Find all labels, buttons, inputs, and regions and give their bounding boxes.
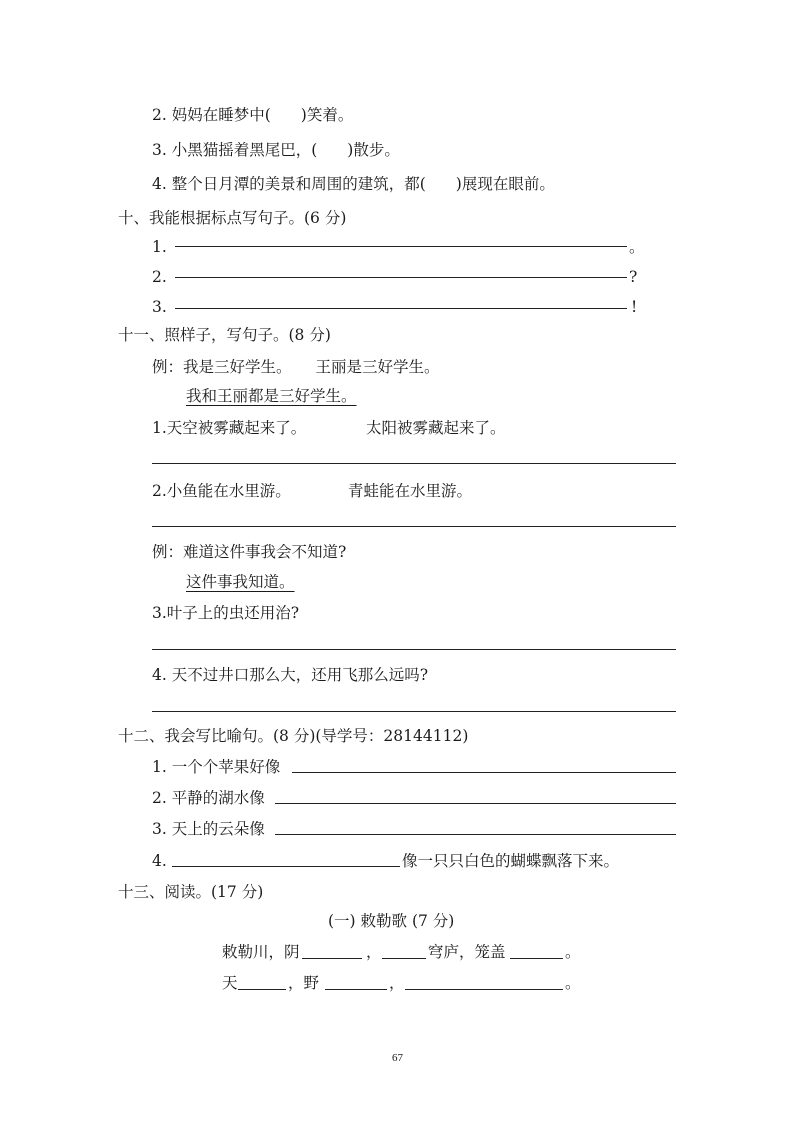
poem-line-2-blank-2[interactable]	[325, 989, 387, 990]
q12-item-3: 3. 天上的云朵像	[152, 820, 265, 838]
q12-item-1-line[interactable]	[292, 772, 676, 773]
q9-item-4-before: 4. 整个日月潭的美景和周围的建筑，都(	[152, 175, 426, 193]
q12-item-4-tail: 像一只只白色的蝴蝶飘落下来。	[402, 852, 620, 870]
poem-line-1-blank-2[interactable]	[382, 958, 426, 959]
q11-item-1-b: 太阳被雾藏起来了。	[366, 419, 506, 437]
q11-title: 十一、照样子，写句子。(8 分)	[118, 326, 331, 344]
example-sentence-2: 王丽是三好学生。	[315, 358, 440, 376]
poem-line-2-blank-3[interactable]	[405, 989, 563, 990]
q11-item-4-line[interactable]	[152, 711, 676, 712]
q11-item-2-a: 2.小鱼能在水里游。	[152, 482, 291, 500]
q12-item-4-line[interactable]	[172, 866, 400, 867]
q11-example2	[152, 545, 346, 561]
q12-item-4-num: 4.	[152, 852, 167, 870]
example-sentence-1: 我是三好学生。	[183, 358, 292, 376]
q12-item-3-line[interactable]	[275, 834, 676, 835]
q11-example1-answer: 我和王丽都是三好学生。	[186, 387, 357, 405]
q10-item-2-num: 2.	[152, 268, 167, 286]
q13-title: 十三、阅读。(17 分)	[118, 883, 264, 901]
q10-item-1-line[interactable]	[175, 246, 627, 247]
q11-item-1-line[interactable]	[152, 463, 676, 464]
q9-item-3-before: 3. 小黑猫摇着黑尾巴，(	[152, 141, 318, 159]
q10-item-1-end: 。	[629, 238, 645, 256]
q12-title: 十二、我会写比喻句。(8 分)(导学号：28144112)	[118, 727, 469, 745]
q9-item-3	[152, 143, 400, 159]
q12-item-2: 2. 平静的湖水像	[152, 789, 265, 807]
q11-item-1-a: 1.天空被雾藏起来了。	[152, 419, 307, 437]
q9-item-3-after: )散步。	[347, 141, 400, 159]
poem-line-2-c: ，	[389, 974, 405, 992]
poem-subtitle: (一) 敕勒歌 (7 分)	[328, 912, 455, 930]
poem-line-1-blank-1[interactable]	[302, 958, 362, 959]
poem-line-1-blank-3[interactable]	[510, 958, 563, 959]
example-sentence: 难道这件事我会不知道?	[183, 543, 347, 561]
q11-item-2-b: 青蛙能在水里游。	[348, 482, 473, 500]
q10-item-2-end: ?	[629, 268, 638, 286]
poem-line-1-c: 穹庐，笼盖	[428, 943, 506, 961]
q11-item-2-line[interactable]	[152, 526, 676, 527]
q11-item-3: 3.叶子上的虫还用治?	[152, 604, 300, 622]
q10-item-3-end: !	[631, 298, 638, 316]
q11-item-3-line[interactable]	[152, 649, 676, 650]
q9-item-2-before: 2. 妈妈在睡梦中(	[152, 106, 271, 124]
q10-item-2-line[interactable]	[175, 277, 627, 278]
q10-item-1-num: 1.	[152, 238, 167, 256]
poem-line-2-blank-1[interactable]	[238, 989, 286, 990]
example-prefix: 例：	[152, 543, 184, 561]
poem-line-1-b: ，	[366, 943, 382, 961]
example-prefix: 例：	[152, 358, 184, 376]
q10-item-3-line[interactable]	[175, 308, 627, 309]
q12-item-1: 1. 一个个苹果好像	[152, 758, 281, 776]
q9-item-4-after: )展现在眼前。	[455, 175, 555, 193]
q10-item-3-num: 3.	[152, 298, 167, 316]
page-number: 67	[392, 1052, 403, 1064]
poem-line-2-a: 天	[222, 974, 238, 992]
q9-item-4	[152, 177, 555, 193]
q11-item-4: 4. 天不过井口那么大，还用飞那么远吗?	[152, 666, 429, 684]
q9-item-2	[152, 108, 353, 124]
q10-title: 十、我能根据标点写句子。(6 分)	[118, 209, 347, 227]
q12-item-2-line[interactable]	[275, 803, 676, 804]
q9-item-2-after: )笑着。	[300, 106, 354, 124]
poem-line-2-d: 。	[565, 974, 581, 992]
poem-line-1-a: 敕勒川，阴	[222, 943, 300, 961]
q11-example1	[152, 360, 440, 376]
poem-line-2-b: ，野	[288, 974, 320, 992]
poem-line-1-d: 。	[565, 943, 581, 961]
q11-example2-answer: 这件事我知道。	[186, 573, 295, 591]
